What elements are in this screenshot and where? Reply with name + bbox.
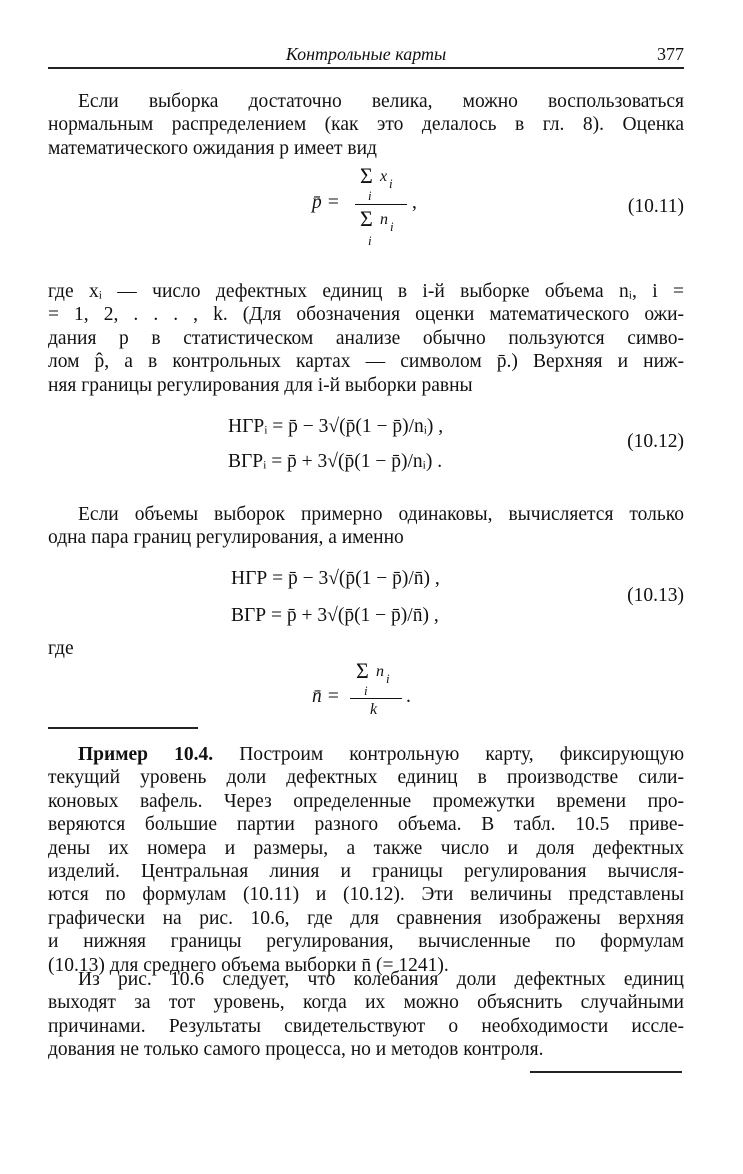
text-line: дания p в статистическом анализе обычно пользуются симво- — [48, 327, 684, 349]
sum-sign: Σ — [360, 163, 373, 188]
eq-tail: , — [412, 192, 417, 213]
paragraph-definitions — [48, 280, 684, 397]
example-label: Пример 10.4. — [78, 744, 214, 765]
eq-sub: i — [389, 176, 393, 191]
example-10-4 — [48, 743, 684, 977]
paragraph-conclusion — [48, 968, 684, 1062]
page-number: 377 — [657, 44, 684, 64]
eq-var: n — [380, 211, 388, 228]
text-line: веряются большие партии разного объема. В табл. 10.5 приве- — [48, 814, 684, 836]
text-line: математического ожидания p имеет вид — [48, 137, 377, 159]
text-line: ются по формулам (10.11) и (10.12). Эти величины представлены — [48, 884, 684, 906]
text-line: коновых вафель. Через определенные промежутки времени про- — [48, 790, 684, 812]
equation-number: (10.11) — [627, 196, 684, 217]
text-line: графически на рис. 10.6, где для сравнения изображены верхняя — [48, 907, 684, 929]
text-line: изделий. Центральная линия и границы регулирования вычисля- — [48, 861, 684, 883]
text-line: причинами. Результаты свидетельствуют о необходимости иссле- — [48, 1015, 684, 1037]
fraction-bar — [350, 698, 402, 699]
text-line: Если объемы выборок примерно одинаковы, вычисляется только — [78, 504, 684, 525]
text-line: текущий уровень доли дефектных единиц в производстве сили- — [48, 767, 684, 789]
sum-index: i — [368, 233, 372, 248]
eq-var: x — [380, 168, 388, 185]
eq-sub: i — [386, 671, 390, 686]
text-line: Из рис. 10.6 следует, что колебания доли дефектных единиц — [78, 969, 684, 990]
sum-index: i — [364, 683, 368, 698]
equation-number: (10.13) — [627, 585, 684, 606]
sum-sign: Σ — [356, 658, 369, 683]
text-line: (10.13) для среднего объема выборки n̄ (= 1241). — [48, 954, 449, 976]
running-head — [48, 44, 684, 66]
sum-sign: Σ — [360, 206, 373, 231]
text-line: нормальным распределением (как это делалось в гл. 8). Оценка — [48, 114, 684, 136]
paragraph-equal-sizes — [48, 503, 684, 550]
header-rule — [48, 67, 684, 69]
eq-lhs: p̄ = — [312, 192, 340, 213]
text-line: где xᵢ — число дефектных единиц в i-й выборке объема nᵢ, i = — [48, 281, 684, 302]
text-line: дования не только самого процесса, но и методов контроля. — [48, 1039, 544, 1061]
eq-var: n — [376, 663, 384, 680]
text-line: одна пара границ регулирования, а именно — [48, 527, 404, 549]
eq-line-upper-limit: ВГРᵢ = p̄ + 3√(p̄(1 − p̄)/nᵢ) . — [228, 451, 443, 472]
text-line: Если выборка достаточно велика, можно воспользоваться — [78, 91, 684, 112]
example-first-line: Построим контрольную карту, фиксирующую — [239, 744, 684, 765]
text-line: и нижняя границы регулирования, вычисленные по формулам — [48, 931, 684, 953]
text-line: лом p̂, а в контрольных картах — символом p̄.) Верхняя и ниж- — [48, 351, 684, 373]
running-head-title: Контрольные карты — [285, 44, 447, 64]
text-line: выходят за тот уровень, когда их можно объяснить случайными — [48, 992, 684, 1014]
eq-line-upper-limit: ВГР = p̄ + 3√(p̄(1 − p̄)/n̄) , — [231, 605, 439, 626]
text-line: дены их номера и размеры, а также число и доля дефектных — [48, 837, 684, 859]
eq-sub: i — [390, 219, 394, 234]
eq-tail: . — [406, 686, 411, 707]
sum-index: i — [368, 188, 372, 203]
equation-number: (10.12) — [627, 431, 684, 452]
text-line: няя границы регулирования для i-й выборки равны — [48, 374, 473, 396]
where-label: где — [48, 638, 74, 659]
paragraph-intro — [48, 90, 684, 160]
eq-lhs: n̄ = — [312, 686, 340, 707]
text-line: = 1, 2, . . . , k. (Для обозначения оценки математического ожи- — [48, 304, 684, 326]
text-line — [48, 743, 684, 766]
eq-line-lower-limit: НГРᵢ = p̄ − 3√(p̄(1 − p̄)/nᵢ) , — [228, 416, 444, 437]
end-rule — [530, 1071, 682, 1073]
eq-denominator: k — [370, 701, 378, 718]
section-rule — [48, 727, 198, 729]
eq-line-lower-limit: НГР = p̄ − 3√(p̄(1 − p̄)/n̄) , — [231, 568, 440, 589]
